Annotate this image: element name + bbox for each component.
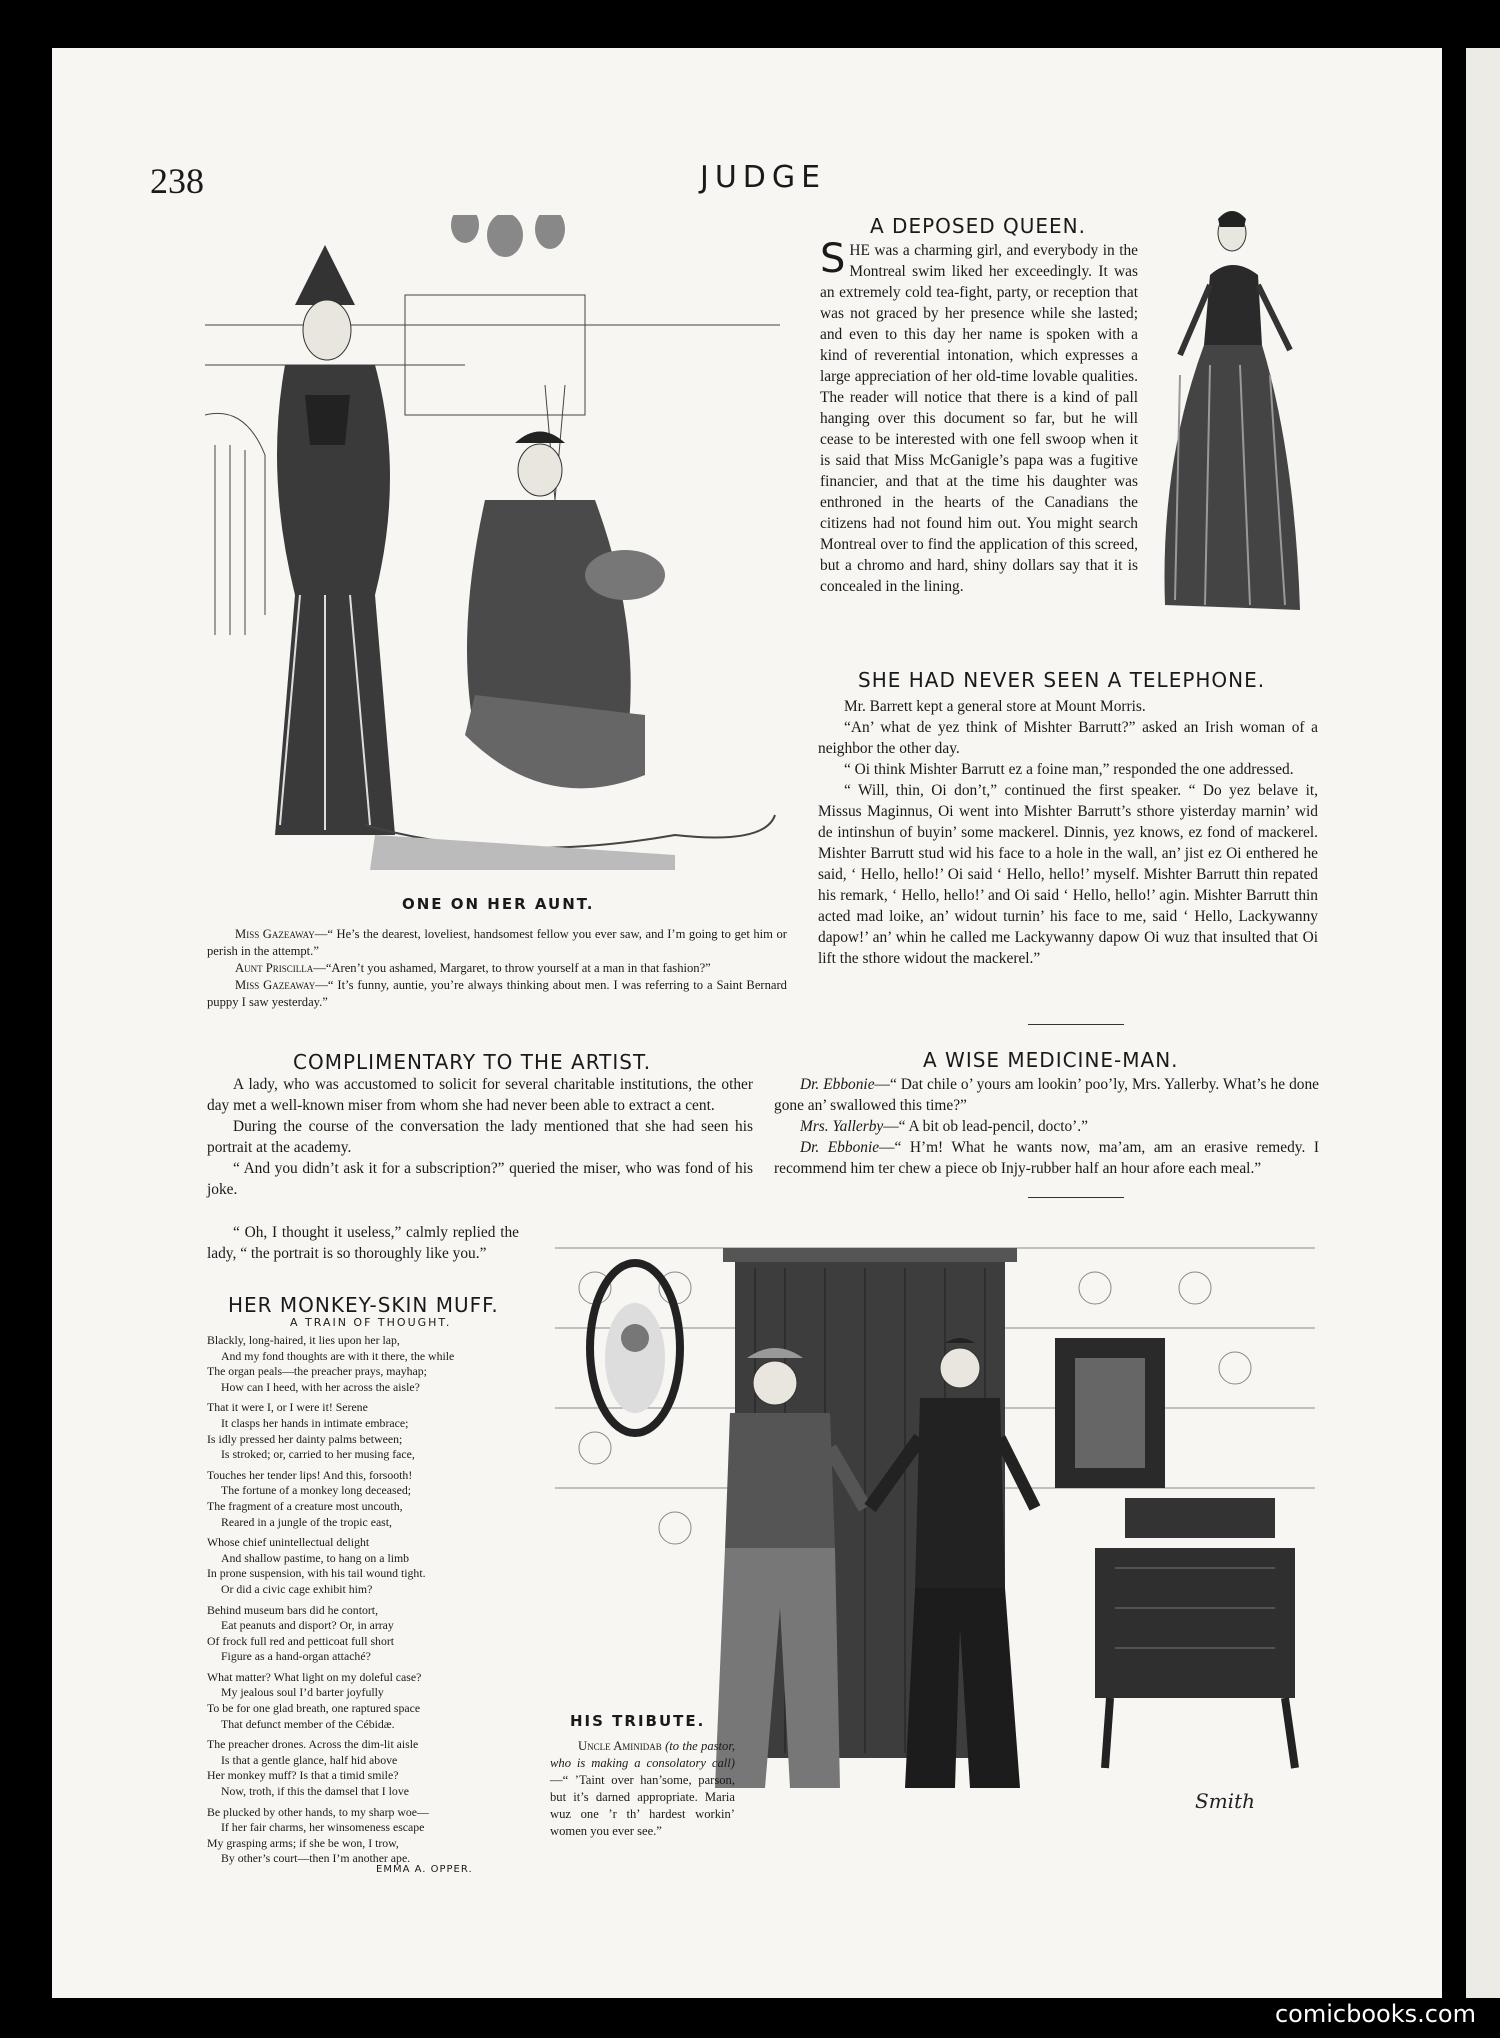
poem-stanza: [207, 1805, 507, 1867]
medicine-title: A WISE MEDICINE-MAN.: [923, 1048, 1179, 1072]
poem-line: Of frock full red and petticoat full short: [207, 1633, 395, 1648]
medicine-article: [774, 1074, 1319, 1179]
poem-stanza: [207, 1468, 507, 1530]
poem-line: Or did a civic cage exhibit him?: [221, 1581, 373, 1596]
artist-paragraph: During the course of the conversation the lady mentioned that she had seen his portrait at the academy.: [207, 1118, 753, 1156]
drop-cap: S: [820, 236, 846, 282]
poem-line: It clasps her hands in intimate embrace;: [221, 1415, 409, 1430]
line-text: —“ Dat chile o’ yours am lookin’ poo’ly, Mrs. Yallerby. What’s he done gone an’ swallowed this time?”: [774, 1076, 1319, 1114]
poem-line: Touches her tender lips! And this, forsooth!: [207, 1467, 413, 1482]
medicine-line-1: [774, 1074, 1319, 1116]
poem-line: And shallow pastime, to hang on a limb: [221, 1550, 410, 1565]
speaker-name: Dr. Ebbonie: [800, 1139, 880, 1156]
aunt-caption-title: ONE ON HER AUNT.: [402, 895, 595, 913]
poem-line: By other’s court—then I’m another ape.: [221, 1851, 411, 1866]
poem-title: HER MONKEY-SKIN MUFF.: [228, 1293, 499, 1317]
poem-stanza: [207, 1737, 507, 1799]
aunt-line-1: [207, 926, 787, 960]
poem-stanza: [207, 1670, 507, 1732]
aunt-line-3: [207, 977, 787, 1011]
poem-line: The organ peals—the preacher prays, mayhap;: [207, 1364, 427, 1379]
line-text: —“ H’m! What he wants now, ma’am, am an erasive remedy. I recommend him ter chew a piece ob Injy-rubber half an hour afore each meal.”: [774, 1139, 1319, 1177]
telephone-paragraph: “ Will, thin, Oi don’t,” continued the first speaker. “ Do yez belave it, Missus Maginnus, Oi went into Mishter Barrutt’s sthore yisterday marnin’ wid de intinshun of buyin’ some mackerel. Dinnis, yez knows, ez fond of mackerel. Mishter Barrutt stud wid his face to a hole in the wall, an’ jist ez Oi enthered he said, ‘ Hello, hello!’ Oi said ‘ Hello, hello!’ myself. Mishter Barrutt thin repated his remark, ‘ Hello, hello!’ and Oi said ‘ Hello, hello!’ agin. Mishter Barrutt thin acted mad loike, an’ widout turnin’ his face to me, said ‘ Hello, Lackywanny dapow!’ an’ whin he called me Lackywanny dapow Oi wuz that insulted that Oi lift the sthore widout the mackerel.”: [818, 782, 1318, 967]
speaker-name: Uncle Aminidab: [578, 1739, 662, 1753]
poem-line: The preacher drones. Across the dim-lit aisle: [207, 1737, 419, 1752]
divider-rule: [1028, 1197, 1124, 1198]
poem-stanza: [207, 1333, 507, 1395]
poem-subtitle: A TRAIN OF THOUGHT.: [290, 1316, 452, 1329]
poem-stanza: [207, 1535, 507, 1597]
speaker-name: Aunt Priscilla: [235, 961, 314, 975]
poem-line: Reared in a jungle of the tropic east,: [221, 1514, 392, 1529]
artist-article: [207, 1074, 753, 1200]
artist-title: COMPLIMENTARY TO THE ARTIST.: [293, 1050, 652, 1074]
aunt-line-2: [207, 960, 787, 977]
artist-closing-paragraph: “ Oh, I thought it useless,” calmly replied the lady, “ the portrait is so thoroughly like you.”: [207, 1224, 519, 1262]
artist-article-closing: [207, 1222, 519, 1264]
queen-article: [820, 236, 1138, 597]
queen-body: HE was a charming girl, and everybody in the Montreal swim liked her exceedingly. It was an extremely cold tea-fight, party, or reception that was not graced by her presence while she lasted; and even to this day her name is spoken with a kind of reverential intonation, which expresses a large appreciation of her old-time lovable qualities. The reader will notice that there is a kind of pall hanging over this document so far, but he will cease to be interested with one fell swoop when it is said that Miss McGanigle’s papa was a fugitive financier, and that at the time his daughter was enthroned in the hearts of the Canadians the citizens had not found him out. You might search Montreal over to find the application of this screed, but a chromo and hard, shiny dollars say that it is concealed in the lining.: [820, 242, 1138, 595]
speaker-name: Dr. Ebbonie: [800, 1076, 875, 1093]
poem-line: Behind museum bars did he contort,: [207, 1602, 379, 1617]
poem-stanza: [207, 1603, 507, 1665]
medicine-line-2: [774, 1116, 1319, 1137]
poem-line: Whose chief unintellectual delight: [207, 1535, 370, 1550]
page-number: 238: [150, 161, 204, 201]
stage-direction: (to the pastor, who is making a consolatory call): [550, 1739, 735, 1770]
poem-line: Now, troth, if this the damsel that I love: [221, 1784, 409, 1799]
telephone-article: [818, 696, 1318, 969]
speaker-name: Miss Gazeaway: [235, 978, 316, 992]
poem-line: Figure as a hand-organ attaché?: [221, 1649, 371, 1664]
watermark: comicbooks.com: [1274, 2000, 1476, 2028]
poem-line: What matter? What light on my doleful case?: [207, 1669, 422, 1684]
poem-line: In prone suspension, with his tail wound tight.: [207, 1566, 426, 1581]
poem-line: Is stroked; or, carried to her musing face,: [221, 1447, 415, 1462]
poem-line: That defunct member of the Cébidæ.: [221, 1716, 395, 1731]
speaker-name: Mrs. Yallerby: [800, 1118, 884, 1135]
poem-line: Is idly pressed her dainty palms between;: [207, 1431, 403, 1446]
poem-line: My grasping arms; if she be won, I trow,: [207, 1835, 399, 1850]
deposed-queen-illustration: [1140, 205, 1310, 620]
telephone-paragraph: “ Oi think Mishter Barrutt ez a foine man,” responded the one addressed.: [844, 761, 1294, 778]
poem-line: Is that a gentle glance, half hid above: [221, 1752, 398, 1767]
poem-body: [207, 1333, 507, 1872]
tribute-line: [550, 1738, 735, 1840]
artist-signature: Smith: [1195, 1789, 1255, 1813]
poem-line: And my fond thoughts are with it there, the while: [221, 1348, 455, 1363]
poem-line: Her monkey muff? Is that a timid smile?: [207, 1768, 399, 1783]
tribute-caption-title: HIS TRIBUTE.: [570, 1712, 706, 1730]
tribute-caption: [550, 1738, 735, 1840]
poem-line: Eat peanuts and disport? Or, in array: [221, 1618, 394, 1633]
poem-line: The fragment of a creature most uncouth,: [207, 1498, 403, 1513]
artist-paragraph: “ And you didn’t ask it for a subscription?” queried the miser, who was fond of his joke.: [207, 1160, 753, 1198]
one-on-her-aunt-illustration: [205, 215, 780, 870]
poem-line: How can I heed, with her across the aisle?: [221, 1379, 420, 1394]
aunt-caption: [207, 926, 787, 1011]
poem-line: The fortune of a monkey long deceased;: [221, 1483, 411, 1498]
speaker-name: Miss Gazeaway: [235, 927, 315, 941]
poem-line: My jealous soul I’d barter joyfully: [221, 1685, 384, 1700]
queen-title: A DEPOSED QUEEN.: [870, 214, 1086, 238]
poem-line: Be plucked by other hands, to my sharp woe—: [207, 1804, 429, 1819]
facing-page-edge: [1466, 48, 1500, 1998]
artist-paragraph: A lady, who was accustomed to solicit for several charitable institutions, the other day met a well-known miser from whom she had never been able to extract a cent.: [207, 1076, 753, 1114]
poem-line: To be for one glad breath, one raptured space: [207, 1701, 421, 1716]
line-text: —“ ’Taint over han’some, parson, but it’s darned appropriate. Maria wuz one ’r th’ hardest workin’ women you ever see.”: [550, 1773, 735, 1838]
poem-line: Blackly, long-haired, it lies upon her lap,: [207, 1333, 400, 1347]
telephone-paragraph: “An’ what de yez think of Mishter Barrutt?” asked an Irish woman of a neighbor the other day.: [818, 719, 1318, 757]
masthead: JUDGE: [700, 160, 827, 195]
poem-line: That it were I, or I were it! Serene: [207, 1400, 368, 1415]
line-text: —“ He’s the dearest, loveliest, handsomest fellow you ever saw, and I’m going to get him or perish in the attempt.”: [207, 927, 787, 958]
poem-author: EMMA A. OPPER.: [376, 1864, 473, 1875]
line-text: —“Aren’t you ashamed, Margaret, to throw yourself at a man in that fashion?”: [313, 961, 711, 975]
telephone-paragraph: Mr. Barrett kept a general store at Mount Morris.: [844, 698, 1146, 715]
poem-line: If her fair charms, her winsomeness escape: [221, 1820, 425, 1835]
medicine-line-3: [774, 1137, 1319, 1179]
line-text: —“ It’s funny, auntie, you’re always thinking about men. I was referring to a Saint Bernard puppy I saw yesterday.”: [207, 978, 787, 1009]
poem-stanza: [207, 1400, 507, 1462]
line-text: —“ A bit ob lead-pencil, docto’.”: [883, 1118, 1088, 1135]
divider-rule: [1028, 1024, 1124, 1025]
telephone-title: SHE HAD NEVER SEEN A TELEPHONE.: [858, 668, 1266, 692]
